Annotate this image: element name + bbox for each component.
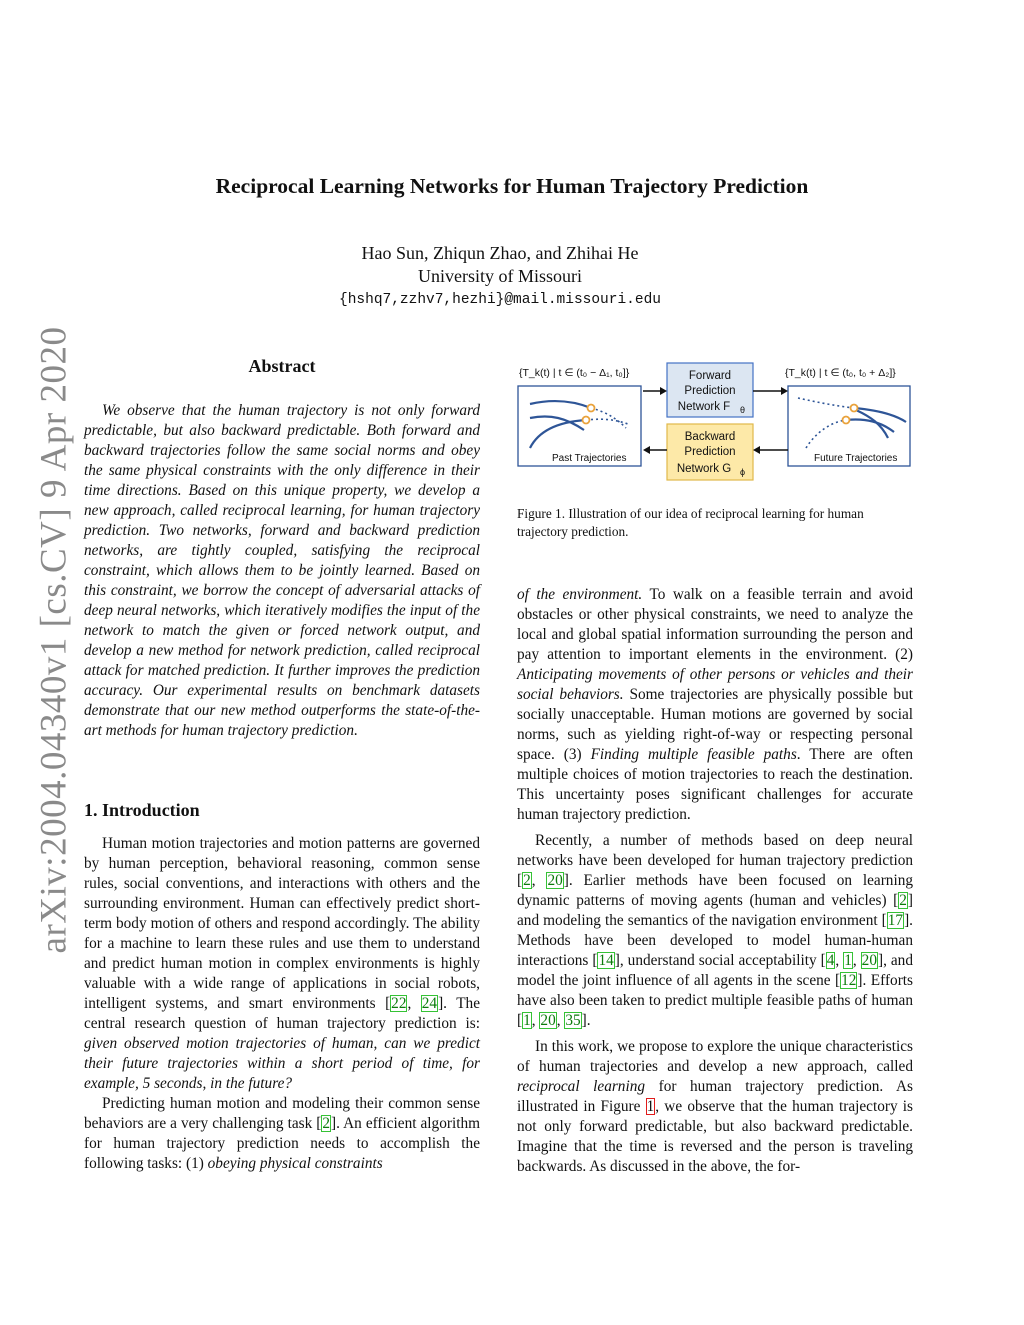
past-trajectories-label: Past Trajectories xyxy=(552,453,627,464)
svg-text:Prediction: Prediction xyxy=(684,446,736,458)
arxiv-stamp: arXiv:2004.04340v1 [cs.CV] 9 Apr 2020 xyxy=(33,326,75,954)
author-list: Hao Sun, Zhiqun Zhao, and Zhihai He xyxy=(361,243,639,263)
future-trajectories-label: Future Trajectories xyxy=(814,453,898,464)
citation-link[interactable]: 1 xyxy=(523,1012,531,1029)
svg-text:Backward: Backward xyxy=(684,431,736,443)
introduction-right-column xyxy=(517,585,913,1177)
svg-text:Prediction: Prediction xyxy=(684,385,736,397)
paper-title: Reciprocal Learning Networks for Human Trajectory Prediction xyxy=(215,174,809,198)
citation-link[interactable]: 2 xyxy=(322,1115,330,1132)
author-email: {hshq7,zzhv7,hezhi}@mail.missouri.edu xyxy=(339,292,661,308)
abstract-text: We observe that the human trajectory is not only forward predictable, but also backward predictable. Both forward and backward trajectories follow the same social norms and obey the same physical constraints with the only difference in their time directions. Based on this unique property, we develop a new approach, called reciprocal learning, for human trajectory prediction. Two networks, forward and backward prediction networks, are tightly coupled, satisfying the reciprocal constraint, which allows them to be jointly learned. Based on this constraint, we borrow the concept of adversarial attacks of deep neural networks, which iteratively modifies the input of the network to match the given or forced network output, and develop a new method for network prediction, called reciprocal attack for matched prediction. It further improves the prediction accuracy. Our experimental results on benchmark datasets demonstrate that our new method outperforms the state-of-the-art methods for human trajectory prediction. xyxy=(84,402,480,739)
citation-link[interactable]: 20 xyxy=(540,1012,556,1029)
abstract-heading: Abstract xyxy=(248,356,316,376)
citation-link[interactable]: 35 xyxy=(565,1012,581,1029)
intro-paragraph-1: Human motion trajectories and motion patterns are governed by human perception, behavioral reasoning, common sense rules, social conventions, and interactions with others and the surrounding environment. Human can effectively predict short-term body motion of others and respond accordingly. The ability for a machine to learn these rules and use them to understand and predict human motion in complex environments is highly valuable with a wide range of applications in social robots, intelligent systems, and smart environments [22, 24]. The central research question of human trajectory prediction is: given observed motion trajectories of human, can we predict their future trajectories within a short period of time, for example, 5 seconds, in the future? xyxy=(84,835,480,1092)
svg-text:ϕ: ϕ xyxy=(740,467,746,477)
introduction-left-column xyxy=(84,834,480,1174)
citation-link[interactable]: 14 xyxy=(598,952,614,969)
current-position-point xyxy=(851,405,858,412)
section-heading-introduction: 1. Introduction xyxy=(84,800,200,820)
citation-link[interactable]: 20 xyxy=(861,952,877,969)
citation-link[interactable]: 20 xyxy=(547,872,563,889)
right-paragraph-1: of the environment. To walk on a feasible terrain and avoid obstacles or other physical constraints, we need to analyze the local and global spatial information surrounding the person and pay attention to important elements in the environment. (2) Anticipating movements of other persons or vehicles and their social behaviors. Some trajectories are physically possible but socially unacceptable. Human motions are governed by social norms, such as yielding right-of-way or respecting personal space. (3) Finding multiple feasible paths. There are often multiple choices of motion trajectories to reach the destination. This uncertainty poses significant challenges for accurate human trajectory prediction. xyxy=(517,586,913,823)
current-position-point xyxy=(843,417,850,424)
future-set-label: {T_k(t) | t ∈ (t₀, t₀ + Δ₂]} xyxy=(785,367,896,379)
svg-text:θ: θ xyxy=(740,405,746,415)
citation-link[interactable]: 17 xyxy=(887,912,904,929)
citation-link[interactable]: 24 xyxy=(421,995,438,1012)
figure-1-diagram xyxy=(516,362,912,486)
intro-paragraph-2: Predicting human motion and modeling their common sense behaviors are a very challenging task [2]. An efficient algorithm for human trajectory prediction needs to accomplish the following tasks: (1) obeying physical constraints xyxy=(84,1095,480,1172)
svg-text:Network G: Network G xyxy=(676,463,732,475)
figure-1-caption: Figure 1. Illustration of our idea of reciprocal learning for human trajectory prediction. xyxy=(517,506,864,539)
affiliation: University of Missouri xyxy=(418,266,582,286)
citation-link[interactable]: 2 xyxy=(523,872,531,889)
past-set-label: {T_k(t) | t ∈ (t₀ − Δ₁, t₀]} xyxy=(519,367,630,379)
figure-reference-link[interactable]: 1 xyxy=(646,1098,655,1115)
citation-link[interactable]: 12 xyxy=(841,972,857,989)
abstract-body xyxy=(84,401,480,741)
svg-text:Network F: Network F xyxy=(677,401,731,413)
right-paragraph-2: Recently, a number of methods based on deep neural networks have been developed for human trajectory prediction [2, 20]. Earlier methods have been focused on learning dynamic patterns of moving agents (human and vehicles) [2] and modeling the semantics of the navigation environment [17]. Methods have been developed to model human-human interactions [14], understand social acceptability [4, 1, 20], and model the joint influence of all agents in the scene [12]. Efforts have also been taken to predict multiple feasible paths of human [1, 20, 35]. xyxy=(517,832,913,1029)
citation-link[interactable]: 22 xyxy=(391,995,407,1012)
current-position-point xyxy=(588,405,595,412)
right-paragraph-3: In this work, we propose to explore the unique characteristics of human trajectories and develop a new approach, called reciprocal learning for human trajectory prediction. As illustrated in Figure 1, we observe that the human trajectory is not only forward predictable, but also backward predictable. Imagine that the time is reversed and the person is traveling backwards. As discussed in the above, the for- xyxy=(517,1038,913,1175)
citation-link[interactable]: 4 xyxy=(826,952,835,969)
current-position-point xyxy=(583,417,590,424)
svg-text:Forward: Forward xyxy=(688,370,732,382)
citation-link[interactable]: 1 xyxy=(844,952,852,969)
citation-link[interactable]: 2 xyxy=(899,892,907,909)
